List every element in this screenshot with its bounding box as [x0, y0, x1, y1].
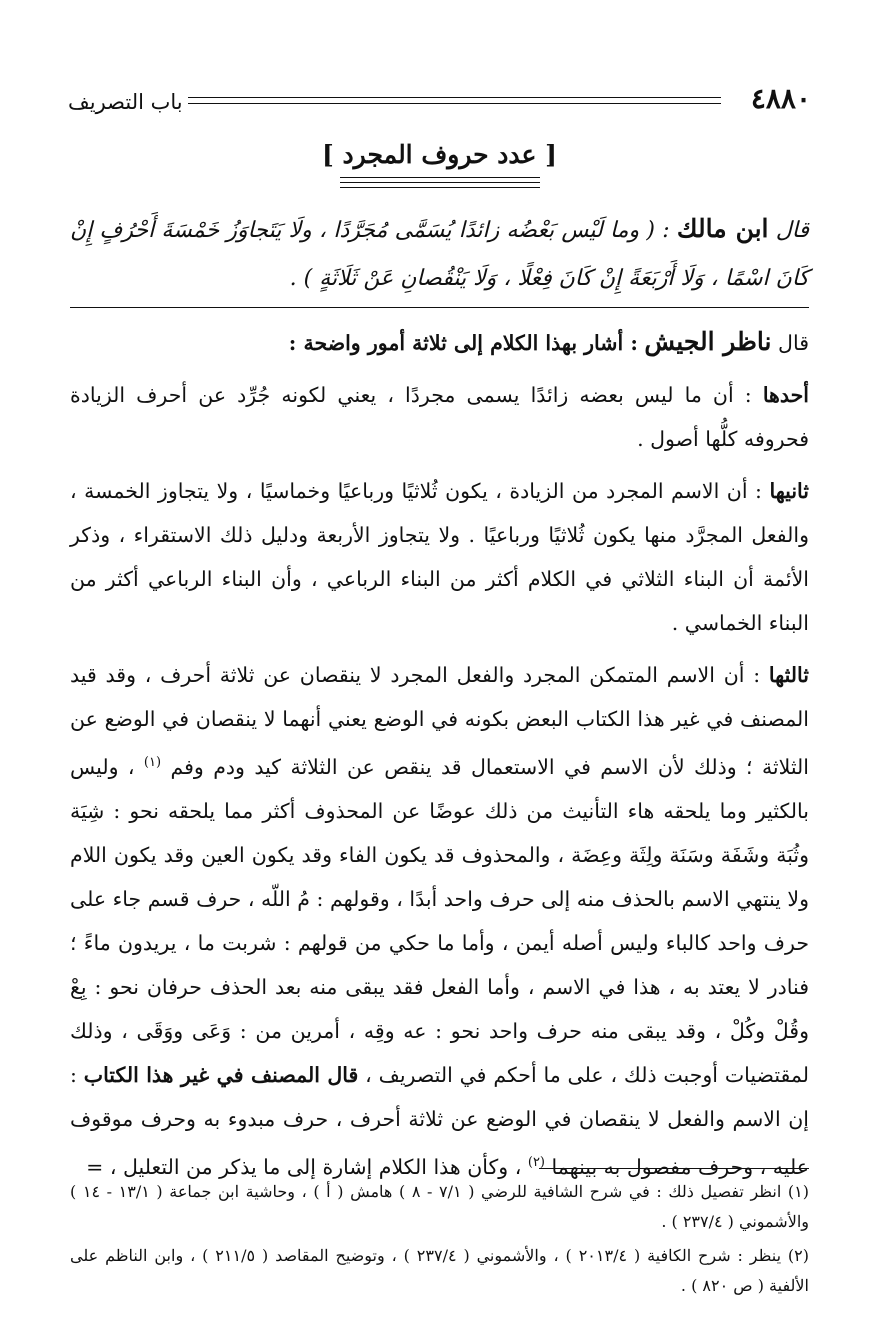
footnote-rule [539, 1168, 809, 1169]
quote-intro: قال [775, 218, 809, 243]
main-text [70, 205, 809, 1197]
title-underline-rules [340, 177, 540, 188]
point-paragraph [70, 469, 809, 645]
commentary-intro [70, 320, 809, 365]
section-heading [0, 140, 879, 192]
point-text: ، وليس بالكثير وما يلحقه هاء التأنيث من ذلك عوضًا عن المحذوف أكثر مما يلحقه نحو : شِيَة وثُبَة وشَفَة وسَنَة ولِثَة وعِضَة ، والمحذوف قد يكون الفاء وقد يكون العين وقد يكون اللام ولا ينتهي الاسم بالحذف منه إلى حرف واحد أبدًا ، وقولهم : مُ اللّه ، حرف قسم جاء على حرف واحد كالباء وليس أصله أيمن ، وأما ما حكي من قولهم : شربت ما ، يريدون ماءً ؛ فنادر لا يعتد به ، هذا في الاسم ، وأما الفعل فقد يبقى منه بعد الحذف حرفان نحو : بِعْ وقُلْ وكُلْ ، وقد يبقى منه حرف واحد نحو : عه وقِه ، أمرين من : وَعَى ووَقَى ، وذلك لمقتضيات أوجبت ذلك ، على ما أحكم في التصريف ، [70, 754, 809, 1087]
point-text: : أن الاسم المتمكن المجرد والفعل المجرد لا ينقصان عن ثلاثة أحرف ، وقد قيد المصنف في غير هذا الكتاب البعض بكونه في الوضع يعني أنهما لا ينقصان في الوضع عن الثلاثة ؛ وذلك لأن الاسم في الاستعمال قد ينقص عن الثلاثة كيد ودم وفم [70, 663, 809, 779]
page-header [68, 82, 811, 122]
point-paragraph [70, 373, 809, 461]
point-text: : أن ما ليس بعضه زائدًا يسمى مجردًا ، يعني لكونه جُرِّد عن أحرف الزيادة فحروفه كلُّها أصول . [70, 383, 809, 451]
section-title: [ عدد حروف المجرد ] [322, 140, 557, 169]
footnote: (٢) ينظر : شرح الكافية ( ٢٠١٣/٤ ) ، والأشموني ( ٢٣٧/٤ ) ، وتوضيح المقاصد ( ٢١١/٥ ) ، وابن الناظم على الألفية ( ص ٨٢٠ ) . [70, 1246, 810, 1295]
point-label: ثالثها [768, 663, 809, 687]
chapter-title: باب التصريف [68, 90, 183, 114]
page-number: ٤٨٨٠ [750, 82, 811, 115]
point-label: ثانيها [769, 479, 809, 503]
point-text: ، وكأن هذا الكلام إشارة إلى ما يذكر من التعليل ، = [86, 1154, 522, 1179]
bold-phrase: قال المصنف في غير هذا الكتاب [83, 1062, 359, 1087]
point-text: : إن الاسم والفعل لا ينقصان في الوضع عن ثلاثة أحرف ، حرف مبدوء به وحرف موقوف عليه ، وحرف مفصول به بينهما [70, 1062, 809, 1179]
commentary-author: ناظر الجيش [644, 327, 772, 356]
quote-author: ابن مالك [676, 214, 769, 243]
footnote-ref: (٢) [527, 1154, 545, 1170]
author-quote [70, 205, 809, 308]
commentary-lead: قال [778, 331, 809, 355]
quote-text: : ( وما لَيْس بَعْضُه زائدًا يُسَمَّى مُجَرَّدًا ، ولَا يَتَجاوَزُ خَمْسَةَ أَحْرُفٍ إِنْ كَانَ اسْمًا ، وَلَا أَرْبَعَةً إِنْ كَانَ فِعْلًا ، وَلَا يَنْقُصانِ عَنْ ثَلَاثَةٍ ) . [70, 218, 809, 291]
commentary-text: : أشار بهذا الكلام إلى ثلاثة أمور واضحة : [288, 331, 638, 355]
header-double-rule [188, 97, 721, 104]
footnotes [70, 1168, 809, 1305]
footnote-ref: (١) [143, 755, 162, 770]
point-paragraph [70, 653, 809, 1189]
point-text: : أن الاسم المجرد من الزيادة ، يكون ثُلاثيًا ورباعيًا وخماسيًا ، ولا يتجاوز الخمسة ، والفعل المجرَّد منها يكون ثُلاثيًا ورباعيًا . ولا يتجاوز الأربعة ودليل ذلك الاستقراء ، وذكر الأئمة أن البناء الثلاثي في الكلام أكثر من البناء الرباعي ، وأن البناء الرباعي أكثر من البناء الخماسي . [70, 479, 809, 635]
point-label: أحدها [762, 383, 809, 407]
footnote: (١) انظر تفصيل ذلك : في شرح الشافية للرضي ( ٧/١ - ٨ ) هامش ( أ ) ، وحاشية ابن جماعة ( ١٣/١ - ١٤ ) والأشموني ( ٢٣٧/٤ ) . [70, 1182, 810, 1231]
